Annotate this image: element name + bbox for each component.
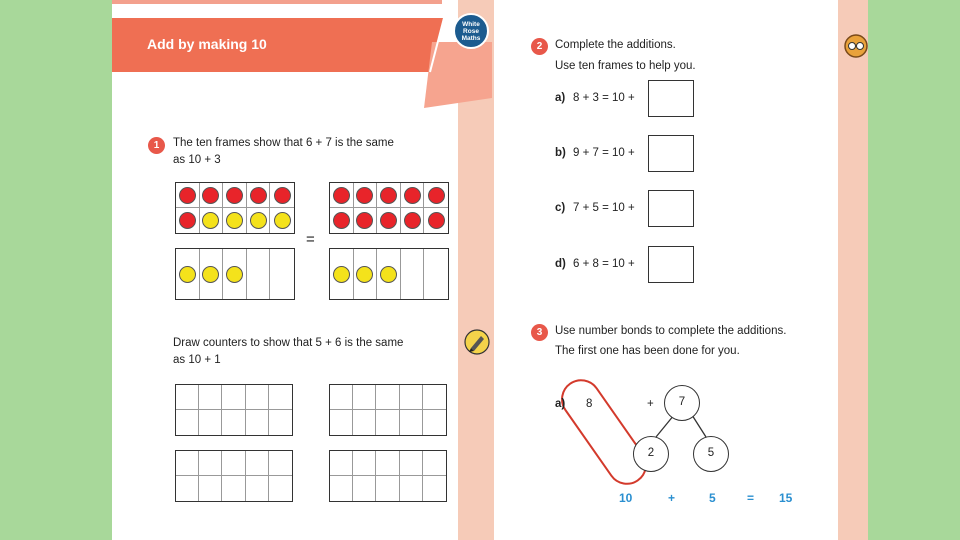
- ten-frame-cell: [376, 410, 399, 435]
- yellow-counter: [380, 266, 397, 283]
- ten-frame-cell: [222, 451, 245, 476]
- q2-instruction: Complete the additions.: [555, 39, 676, 51]
- ten-frame-cell: [401, 183, 425, 208]
- ten-frame-cell: [199, 451, 222, 476]
- right-page-margin-strip: [838, 0, 868, 540]
- red-counter: [428, 187, 445, 204]
- ten-frame-cell: [376, 385, 399, 410]
- ten-frame-cell: [401, 249, 425, 299]
- yellow-counter: [356, 266, 373, 283]
- ten-frame-cell: [400, 476, 423, 501]
- ten-frame-cell: [377, 249, 401, 299]
- q2c-expression: 7 + 5 = 10 +: [573, 202, 635, 214]
- ten-frame-cell: [330, 385, 353, 410]
- question-1-badge: 1: [148, 137, 165, 154]
- white-rose-logo: White Rose Maths: [453, 13, 489, 49]
- q2b-expression: 9 + 7 = 10 +: [573, 147, 635, 159]
- ten-frame-left-top: [175, 182, 295, 234]
- q3a-answer-five: 5: [709, 491, 716, 505]
- ten-frame-cell: [176, 183, 200, 208]
- red-counter: [380, 212, 397, 229]
- q2a-answer-box[interactable]: [648, 80, 694, 117]
- ten-frame-cell: [377, 208, 401, 233]
- q2-help-text: Use ten frames to help you.: [555, 60, 696, 72]
- ten-frame-cell: [222, 410, 245, 435]
- ten-frame-cell: [423, 451, 446, 476]
- empty-ten-frame[interactable]: [329, 384, 447, 436]
- ten-frame-cell: [424, 249, 448, 299]
- q2d-expression: 6 + 8 = 10 +: [573, 258, 635, 270]
- ten-frame-cell: [222, 385, 245, 410]
- equals-sign: =: [306, 231, 315, 248]
- ten-frame-cell: [246, 410, 269, 435]
- yellow-counter: [202, 266, 219, 283]
- yellow-counter: [202, 212, 219, 229]
- ten-frame-cell: [353, 410, 376, 435]
- red-counter: [333, 187, 350, 204]
- yellow-counter: [274, 212, 291, 229]
- ten-frame-cell: [269, 451, 292, 476]
- ten-frame-cell: [199, 410, 222, 435]
- ten-frame-cell: [247, 183, 271, 208]
- yellow-counter: [250, 212, 267, 229]
- red-counter: [274, 187, 291, 204]
- q1b-text-line2: as 10 + 1: [173, 354, 221, 366]
- red-counter: [356, 187, 373, 204]
- ten-frame-cell: [424, 208, 448, 233]
- ten-frame-cell: [400, 410, 423, 435]
- ten-frame-left-bottom: [175, 248, 295, 300]
- q1-text-line1: The ten frames show that 6 + 7 is the same: [173, 137, 394, 149]
- ten-frame-cell: [223, 249, 247, 299]
- ten-frame-cell: [176, 451, 199, 476]
- q2b-label: b): [555, 147, 566, 159]
- red-counter: [333, 212, 350, 229]
- q2c-answer-box[interactable]: [648, 190, 694, 227]
- ten-frame-cell: [176, 249, 200, 299]
- q1-text-line2: as 10 + 3: [173, 154, 221, 166]
- ten-frame-cell: [353, 476, 376, 501]
- red-counter: [404, 187, 421, 204]
- ten-frame-cell: [400, 385, 423, 410]
- question-2-badge: 2: [531, 38, 548, 55]
- ten-frame-cell: [200, 183, 224, 208]
- ten-frame-cell: [246, 385, 269, 410]
- ten-frame-cell: [330, 410, 353, 435]
- red-counter: [179, 187, 196, 204]
- ten-frame-cell: [269, 385, 292, 410]
- empty-ten-frame[interactable]: [175, 384, 293, 436]
- ten-frame-cell: [270, 249, 294, 299]
- ten-frame-cell: [330, 476, 353, 501]
- ten-frame-cell: [247, 249, 271, 299]
- red-counter: [380, 187, 397, 204]
- yellow-counter: [179, 266, 196, 283]
- ten-frame-cell: [270, 183, 294, 208]
- q2a-expression: 8 + 3 = 10 +: [573, 92, 635, 104]
- ten-frame-cell: [401, 208, 425, 233]
- red-counter: [202, 187, 219, 204]
- empty-ten-frame[interactable]: [175, 450, 293, 502]
- ten-frame-cell: [200, 249, 224, 299]
- q2d-label: d): [555, 258, 566, 270]
- ten-frame-cell: [354, 183, 378, 208]
- ten-frame-cell: [199, 476, 222, 501]
- ten-frame-cell: [423, 385, 446, 410]
- yellow-counter: [226, 212, 243, 229]
- yellow-counter: [333, 266, 350, 283]
- ten-frame-cell: [354, 208, 378, 233]
- ten-frame-cell: [222, 476, 245, 501]
- red-counter: [404, 212, 421, 229]
- q3a-plus: +: [647, 398, 654, 410]
- q3a-answer-result: 15: [779, 491, 793, 505]
- ten-frame-right-bottom: [329, 248, 449, 300]
- ten-frame-cell: [376, 451, 399, 476]
- yellow-counter: [226, 266, 243, 283]
- red-counter: [226, 187, 243, 204]
- question-3-badge: 3: [531, 324, 548, 341]
- reasoning-badge-icon: [843, 33, 869, 59]
- q2a-label: a): [555, 92, 566, 104]
- q3a-split-right-circle: 5: [693, 436, 729, 472]
- ten-frame-cell: [376, 476, 399, 501]
- q3a-label: a): [555, 398, 566, 410]
- ten-frame-cell: [246, 451, 269, 476]
- q2c-label: c): [555, 202, 566, 214]
- ten-frame-cell: [330, 208, 354, 233]
- empty-ten-frame[interactable]: [329, 450, 447, 502]
- red-counter: [179, 212, 196, 229]
- ten-frame-cell: [246, 476, 269, 501]
- ten-frame-cell: [423, 476, 446, 501]
- q3a-answer-equals: =: [747, 491, 755, 505]
- ten-frame-cell: [423, 410, 446, 435]
- red-counter: [250, 187, 267, 204]
- red-counter: [428, 212, 445, 229]
- red-counter: [356, 212, 373, 229]
- ten-frame-right-top: [329, 182, 449, 234]
- q3a-answer-ten: 10: [619, 491, 633, 505]
- q3-note: The first one has been done for you.: [555, 345, 740, 357]
- ten-frame-cell: [270, 208, 294, 233]
- ten-frame-cell: [353, 385, 376, 410]
- ten-frame-cell: [424, 183, 448, 208]
- q3a-first-number: 8: [586, 398, 593, 410]
- q3-instruction: Use number bonds to complete the additions.: [555, 325, 787, 337]
- q1b-text-line1: Draw counters to show that 5 + 6 is the same: [173, 337, 404, 349]
- ten-frame-cell: [269, 410, 292, 435]
- title-banner: [112, 0, 496, 110]
- ten-frame-cell: [223, 208, 247, 233]
- ten-frame-cell: [400, 451, 423, 476]
- ten-frame-cell: [176, 385, 199, 410]
- ten-frame-cell: [353, 451, 376, 476]
- ten-frame-cell: [223, 183, 247, 208]
- ten-frame-cell: [377, 183, 401, 208]
- ten-frame-cell: [330, 249, 354, 299]
- q2b-answer-box[interactable]: [648, 135, 694, 172]
- q3a-whole-circle: 7: [664, 385, 700, 421]
- ten-frame-cell: [176, 476, 199, 501]
- ten-frame-cell: [247, 208, 271, 233]
- ten-frame-cell: [176, 410, 199, 435]
- q3a-split-left-circle: 2: [633, 436, 669, 472]
- q2d-answer-box[interactable]: [648, 246, 694, 283]
- q3a-answer-plus: +: [668, 491, 676, 505]
- ten-frame-cell: [354, 249, 378, 299]
- ten-frame-cell: [199, 385, 222, 410]
- ten-frame-cell: [176, 208, 200, 233]
- page-title: Add by making 10: [147, 36, 267, 52]
- pencil-icon: [463, 328, 491, 356]
- ten-frame-cell: [330, 451, 353, 476]
- ten-frame-cell: [200, 208, 224, 233]
- ten-frame-cell: [269, 476, 292, 501]
- ten-frame-cell: [330, 183, 354, 208]
